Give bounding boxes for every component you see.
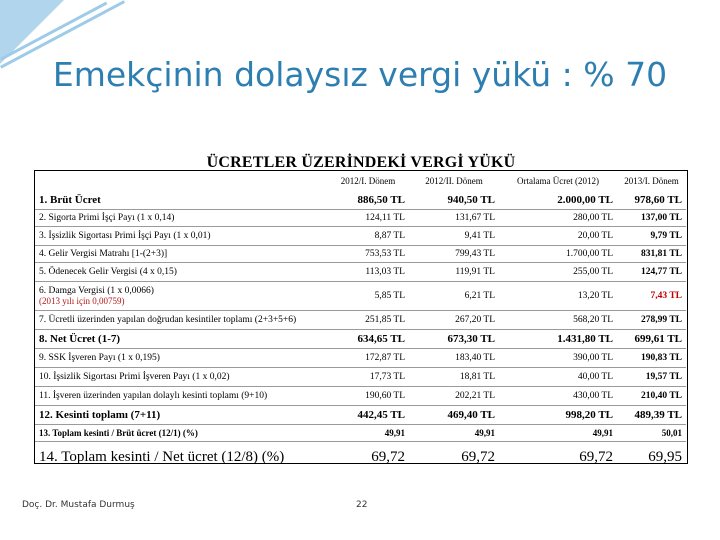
header-cell: Ortalama Ücret (2012): [517, 176, 599, 186]
value-cell: 390,00 TL: [499, 349, 617, 368]
value-cell: 489,39 TL: [617, 406, 686, 425]
table-row: [35, 330, 686, 349]
value-cell: 442,45 TL: [327, 406, 409, 425]
value-cell: 69,72: [371, 448, 405, 465]
row-label: 8. Net Ücret (1-7): [35, 330, 327, 349]
value-cell: 20,00 TL: [499, 227, 617, 246]
header-cell: 2012/I. Dönem: [340, 176, 396, 186]
row-label: 7. Ücretli üzerinden yapılan doğrudan kesintiler toplamı (2+3+5+6): [35, 311, 327, 330]
table-row: [35, 263, 686, 282]
row-label-note: (2013 yılı için 0,00759): [39, 296, 125, 306]
value-cell: 5,85 TL: [327, 282, 409, 311]
value-cell: 119,91 TL: [409, 263, 499, 282]
value-cell: 190,60 TL: [327, 387, 409, 406]
value-cell: 469,40 TL: [409, 406, 499, 425]
value-cell: 940,50 TL: [409, 191, 499, 210]
row-label-main: 6. Damga Vergisi (1 x 0,0066): [39, 286, 154, 296]
header-cell: 2012/II. Dönem: [425, 176, 483, 186]
value-cell: 9,79 TL: [617, 227, 686, 246]
row-label: 10. İşsizlik Sigortası Primi İşveren Payı (1 x 0,02): [35, 368, 327, 387]
value-cell: 172,87 TL: [327, 349, 409, 368]
value-cell: 568,20 TL: [499, 311, 617, 330]
row-label: [35, 282, 327, 311]
value-cell: 9,41 TL: [409, 227, 499, 246]
row-label: 11. İşveren üzerinden yapılan dolaylı kesinti toplamı (9+10): [35, 387, 327, 406]
value-cell: 278,99 TL: [617, 311, 686, 330]
value-cell: 430,00 TL: [499, 387, 617, 406]
value-cell: 49,91: [499, 425, 617, 442]
value-cell: 69,95: [648, 448, 682, 465]
value-cell: 49,91: [409, 425, 499, 442]
value-cell: 202,21 TL: [409, 387, 499, 406]
row-label: 9. SSK İşveren Payı (1 x 0,195): [35, 349, 327, 368]
value-cell-highlight: 7,43 TL: [617, 282, 686, 311]
table-row: [35, 387, 686, 406]
slide-title: Emekçinin dolaysız vergi yükü : % 70: [52, 55, 668, 94]
value-cell: 124,77 TL: [617, 263, 686, 282]
row-label: 2. Sigorta Primi İşçi Payı (1 x 0,14): [35, 210, 327, 227]
value-cell: 6,21 TL: [409, 282, 499, 311]
value-cell: 17,73 TL: [327, 368, 409, 387]
table-header-row: [35, 171, 686, 191]
table-row: [35, 406, 686, 425]
value-cell: 753,53 TL: [327, 246, 409, 263]
table-row: [35, 349, 686, 368]
header-cell: 2013/I. Dönem: [624, 176, 679, 186]
table-row: [35, 425, 686, 442]
row-label: 13. Toplam kesinti / Brüt ücret (12/1) (%): [35, 425, 327, 442]
value-cell: 19,57 TL: [617, 368, 686, 387]
table-row: [35, 282, 686, 311]
row-label: 1. Brüt Ücret: [35, 191, 327, 210]
value-cell: 113,03 TL: [327, 263, 409, 282]
value-cell: 634,65 TL: [327, 330, 409, 349]
value-cell: 267,20 TL: [409, 311, 499, 330]
table-row: [35, 311, 686, 330]
value-cell: 699,61 TL: [617, 330, 686, 349]
table-row: [35, 442, 686, 473]
value-cell: 183,40 TL: [409, 349, 499, 368]
value-cell: 18,81 TL: [409, 368, 499, 387]
table-row: [35, 210, 686, 227]
row-label: 12. Kesinti toplamı (7+11): [35, 406, 327, 425]
value-cell: 8,87 TL: [327, 227, 409, 246]
value-cell: 280,00 TL: [499, 210, 617, 227]
footer-author: Doç. Dr. Mustafa Durmuş: [22, 500, 135, 510]
value-cell: 831,81 TL: [617, 246, 686, 263]
row-label: 14. Toplam kesinti / Net ücret (12/8) (%): [39, 448, 285, 465]
value-cell: 210,40 TL: [617, 387, 686, 406]
value-cell: 2.000,00 TL: [499, 191, 617, 210]
page-number: 22: [356, 500, 368, 510]
value-cell: 69,72: [579, 448, 613, 465]
value-cell: 673,30 TL: [409, 330, 499, 349]
value-cell: 40,00 TL: [499, 368, 617, 387]
value-cell: 131,67 TL: [409, 210, 499, 227]
table-row: [35, 227, 686, 246]
value-cell: 1.700,00 TL: [499, 246, 617, 263]
value-cell: 13,20 TL: [499, 282, 617, 311]
value-cell: 799,43 TL: [409, 246, 499, 263]
value-cell: 69,72: [461, 448, 495, 465]
value-cell: 50,01: [617, 425, 686, 442]
tax-table: [35, 171, 686, 472]
value-cell: 190,83 TL: [617, 349, 686, 368]
value-cell: 978,60 TL: [617, 191, 686, 210]
value-cell: 998,20 TL: [499, 406, 617, 425]
value-cell: 137,00 TL: [617, 210, 686, 227]
value-cell: 49,91: [327, 425, 409, 442]
row-label: 3. İşsizlik Sigortası Primi İşçi Payı (1 x 0,01): [35, 227, 327, 246]
table-row: [35, 368, 686, 387]
row-label: 4. Gelir Vergisi Matrahı [1-(2+3)]: [35, 246, 327, 263]
header-cell: [35, 171, 327, 191]
value-cell: 255,00 TL: [499, 263, 617, 282]
value-cell: 251,85 TL: [327, 311, 409, 330]
row-label: 5. Ödenecek Gelir Vergisi (4 x 0,15): [35, 263, 327, 282]
value-cell: 124,11 TL: [327, 210, 409, 227]
table-row: [35, 246, 686, 263]
table-title: ÜCRETLER ÜZERİNDEKİ VERGİ YÜKÜ: [206, 154, 516, 171]
table-row: [35, 191, 686, 210]
value-cell: 886,50 TL: [327, 191, 409, 210]
value-cell: 1.431,80 TL: [499, 330, 617, 349]
